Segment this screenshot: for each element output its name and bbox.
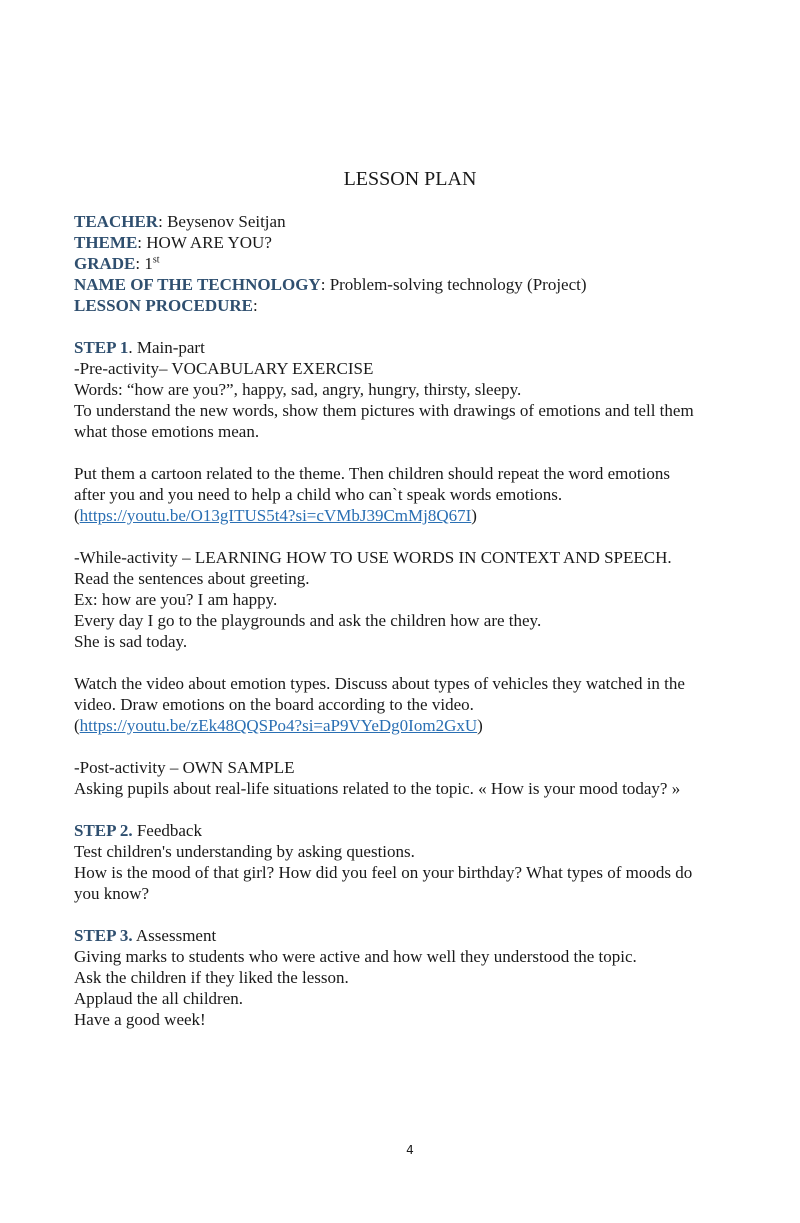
marks-line: Giving marks to students who were active and how well they understood the topic. xyxy=(74,947,637,966)
grade-value: 1 xyxy=(144,254,153,273)
teacher-value: Beysenov Seitjan xyxy=(167,212,286,231)
link1-line: (https://youtu.be/O13gITUS5t4?si=cVMbJ39CmMj8Q67I) xyxy=(74,506,477,525)
step1-label: STEP 1 xyxy=(74,338,129,357)
youtube-link-2[interactable]: https://youtu.be/zEk48QQSPo4?si=aP9VYeDg0Iom2GxU xyxy=(79,716,478,735)
step1-heading: STEP 1. Main-part xyxy=(74,338,205,357)
link2-line: (https://youtu.be/zEk48QQSPo4?si=aP9VYeDg0Iom2GxU) xyxy=(74,716,483,735)
theme-line: THEME: HOW ARE YOU? xyxy=(74,233,272,252)
post-activity: -Post-activity – OWN SAMPLE xyxy=(74,758,295,777)
questions-line-1: How is the mood of that girl? How did you feel on your birthday? What types of moods do xyxy=(74,863,693,882)
step2-label: STEP 2. xyxy=(74,821,133,840)
grade-label: GRADE xyxy=(74,254,136,273)
cartoon-line-1: Put them a cartoon related to the theme. Then children should repeat the word emotions xyxy=(74,464,670,483)
read-sentences: Read the sentences about greeting. xyxy=(74,569,310,588)
lesson-content xyxy=(74,211,764,1030)
technology-label: NAME OF THE TECHNOLOGY xyxy=(74,275,321,294)
understand-line-1: To understand the new words, show them pictures with drawings of emotions and tell them xyxy=(74,401,694,420)
procedure-label: LESSON PROCEDURE xyxy=(74,296,254,315)
step3-heading xyxy=(74,925,764,946)
step3-title: Assessment xyxy=(135,926,217,945)
teacher-label: TEACHER xyxy=(74,212,159,231)
step1-title: Main-part xyxy=(136,338,205,357)
asking-line: Asking pupils about real-life situations related to the topic. « How is your mood today? » xyxy=(74,779,681,798)
step3-label: STEP 3. xyxy=(74,926,133,945)
cartoon-line-2: after you and you need to help a child who can`t speak words emotions. xyxy=(74,485,563,504)
step2-title: Feedback xyxy=(136,821,202,840)
while-activity: -While-activity – LEARNING HOW TO USE WORDS IN CONTEXT AND SPEECH. xyxy=(74,548,672,567)
step2-heading xyxy=(74,820,764,841)
vocabulary-words: Words: “how are you?”, happy, sad, angry, hungry, thirsty, sleepy. xyxy=(74,380,522,399)
theme-value: HOW ARE YOU? xyxy=(146,233,272,252)
theme-label: THEME xyxy=(74,233,138,252)
technology-value: Problem-solving technology (Project) xyxy=(329,275,587,294)
sad-line: She is sad today. xyxy=(74,632,188,651)
page-number: 4 xyxy=(406,1143,414,1157)
test-line: Test children's understanding by asking questions. xyxy=(74,842,415,861)
example-line: Ex: how are you? I am happy. xyxy=(74,590,278,609)
teacher-line: TEACHER: Beysenov Seitjan xyxy=(74,212,286,231)
technology-line: NAME OF THE TECHNOLOGY: Problem-solving technology (Project) xyxy=(74,275,587,294)
understand-line-2: what those emotions mean. xyxy=(74,422,260,441)
procedure-line: LESSON PROCEDURE: xyxy=(74,296,258,315)
grade-line: GRADE: 1st xyxy=(74,254,160,273)
watch-line-1: Watch the video about emotion types. Discuss about types of vehicles they watched in the xyxy=(74,674,685,693)
grade-suffix: st xyxy=(152,254,160,266)
watch-line-2: video. Draw emotions on the board according to the video. xyxy=(74,695,474,714)
pre-activity: -Pre-activity– VOCABULARY EXERCISE xyxy=(74,359,374,378)
applaud-line: Applaud the all children. xyxy=(74,989,244,1008)
week-line: Have a good week! xyxy=(74,1010,206,1029)
page-title: LESSON PLAN xyxy=(343,168,477,190)
questions-line-2: you know? xyxy=(74,884,150,903)
ask-line: Ask the children if they liked the lesson. xyxy=(74,968,349,987)
everyday-line: Every day I go to the playgrounds and ask the children how are they. xyxy=(74,611,542,630)
youtube-link-1[interactable]: https://youtu.be/O13gITUS5t4?si=cVMbJ39CmMj8Q67I xyxy=(79,506,472,525)
